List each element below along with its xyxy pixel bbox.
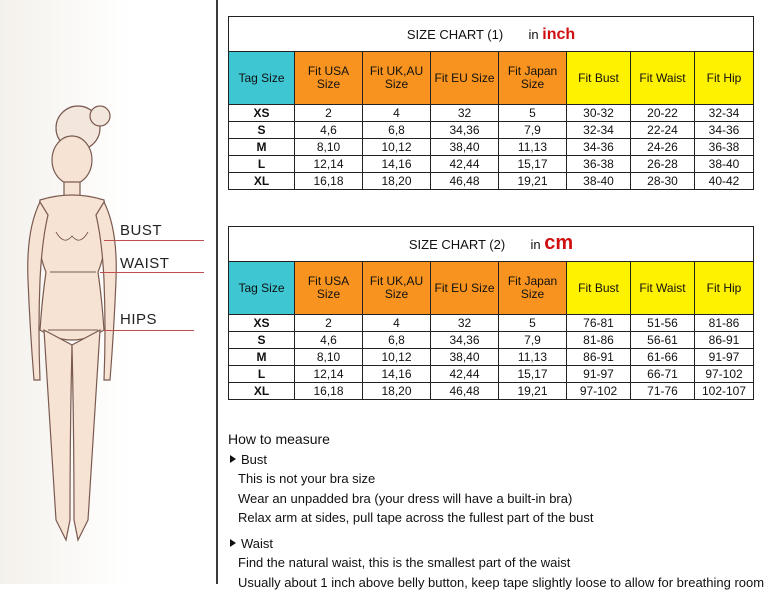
header-cell: Fit Japan Size [499,52,567,105]
instruction-line: This is not your bra size [228,469,773,489]
instruction-line: Find the natural waist, this is the smallest part of the waist [228,553,773,573]
table-cell: 8,10 [295,139,363,156]
table-cell: 12,14 [295,156,363,173]
section-heading-waist [228,534,773,554]
table-cell: 11,13 [499,349,567,366]
table-cell: 34-36 [567,139,631,156]
chart-title: SIZE CHART (1) [407,27,503,42]
header-cell: Fit Japan Size [499,262,567,315]
table-cell: 18,20 [363,173,431,190]
table-cell: 81-86 [695,315,754,332]
table-cell: 46,48 [431,383,499,400]
unit-prefix: in [529,27,539,42]
table-cell: 19,21 [499,173,567,190]
table-cell: 76-81 [567,315,631,332]
table-cell: 42,44 [431,156,499,173]
header-cell: Fit USA Size [295,262,363,315]
table-row [229,139,754,156]
table-cell: 15,17 [499,366,567,383]
header-cell: Fit Bust [567,262,631,315]
header-cell: Tag Size [229,262,295,315]
header-cell: Fit Waist [631,52,695,105]
table-cell: 18,20 [363,383,431,400]
table-row [229,105,754,122]
table-row [229,173,754,190]
table-row [229,383,754,400]
table-cell: 5 [499,105,567,122]
table-cell: 4 [363,315,431,332]
table-cell: 16,18 [295,173,363,190]
table-cell: 5 [499,315,567,332]
instruction-line: Relax arm at sides, pull tape across the fullest part of the bust [228,508,773,528]
how-to-measure [228,430,773,592]
table-cell: 24-26 [631,139,695,156]
table-cell: 10,12 [363,139,431,156]
triangle-bullet-icon [230,539,236,547]
table-cell: S [229,332,295,349]
table-row [229,366,754,383]
figure-panel [0,0,216,584]
table-cell: 28-30 [631,173,695,190]
how-to-title: How to measure [228,430,773,450]
table-cell: 91-97 [695,349,754,366]
size-chart-cm [228,226,754,400]
table-cell: 6,8 [363,332,431,349]
section-heading-label: Bust [241,450,267,470]
size-chart-cm-title [229,227,754,262]
instruction-line: Wear an unpadded bra (your dress will have a built-in bra) [228,489,773,509]
table-cell: 38,40 [431,349,499,366]
header-cell: Fit EU Size [431,262,499,315]
table-cell: 102-107 [695,383,754,400]
table-cell: 34,36 [431,332,499,349]
waist-label: WAIST [120,255,169,272]
table-cell: 11,13 [499,139,567,156]
size-chart-inch [228,16,754,190]
header-cell: Fit UK,AU Size [363,52,431,105]
bust-line [104,240,204,241]
table-cell: 36-38 [695,139,754,156]
table-cell: 12,14 [295,366,363,383]
table-row [229,156,754,173]
header-cell: Fit Waist [631,262,695,315]
table-cell: 56-61 [631,332,695,349]
table-row [229,332,754,349]
header-row [229,52,754,105]
table-cell: 32 [431,315,499,332]
table-cell: 32 [431,105,499,122]
table-cell: 81-86 [567,332,631,349]
size-chart-inch-title [229,17,754,52]
triangle-bullet-icon [230,455,236,463]
table-cell: 4,6 [295,122,363,139]
waist-line [100,272,204,273]
table-cell: 2 [295,105,363,122]
table-row [229,122,754,139]
table-cell: 16,18 [295,383,363,400]
table-cell: 32-34 [695,105,754,122]
table-cell: 32-34 [567,122,631,139]
header-cell: Tag Size [229,52,295,105]
table-cell: 4,6 [295,332,363,349]
table-cell: 38-40 [695,156,754,173]
table-cell: 91-97 [567,366,631,383]
table-cell: M [229,139,295,156]
header-cell: Fit Hip [695,52,754,105]
table-row [229,315,754,332]
table-cell: 20-22 [631,105,695,122]
table-cell: 7,9 [499,332,567,349]
header-cell: Fit Hip [695,262,754,315]
body-figure-illustration [0,0,216,584]
header-row [229,262,754,315]
hips-label: HIPS [120,311,157,328]
table-cell: 38-40 [567,173,631,190]
table-cell: 86-91 [695,332,754,349]
table-cell: 38,40 [431,139,499,156]
table-cell: 10,12 [363,349,431,366]
table-cell: 71-76 [631,383,695,400]
table-cell: 14,16 [363,366,431,383]
table-cell: 2 [295,315,363,332]
table-cell: XS [229,315,295,332]
table-cell: 22-24 [631,122,695,139]
section-heading-bust [228,450,773,470]
section-heading-label: Waist [241,534,273,554]
instruction-line: Usually about 1 inch above belly button, keep tape slightly loose to allow for breathing room [228,573,773,592]
table-cell: 26-28 [631,156,695,173]
table-cell: 66-71 [631,366,695,383]
table-cell: 61-66 [631,349,695,366]
header-cell: Fit UK,AU Size [363,262,431,315]
table-cell: 8,10 [295,349,363,366]
table-cell: 30-32 [567,105,631,122]
table-cell: L [229,366,295,383]
bust-label: BUST [120,222,162,239]
table-cell: 6,8 [363,122,431,139]
hips-line [104,330,194,331]
unit-label: inch [542,26,575,43]
table-cell: XS [229,105,295,122]
table-cell: S [229,122,295,139]
table-cell: 46,48 [431,173,499,190]
table-cell: 19,21 [499,383,567,400]
unit-prefix: in [531,237,541,252]
table-cell: 86-91 [567,349,631,366]
table-cell: XL [229,173,295,190]
table-row [229,349,754,366]
table-cell: 34-36 [695,122,754,139]
table-cell: 7,9 [499,122,567,139]
table-cell: 34,36 [431,122,499,139]
table-cell: 42,44 [431,366,499,383]
table-cell: M [229,349,295,366]
table-cell: 97-102 [695,366,754,383]
table-cell: 4 [363,105,431,122]
table-cell: 36-38 [567,156,631,173]
table-cell: XL [229,383,295,400]
panel-divider [216,0,218,584]
header-cell: Fit USA Size [295,52,363,105]
table-cell: 40-42 [695,173,754,190]
header-cell: Fit EU Size [431,52,499,105]
table-cell: L [229,156,295,173]
table-cell: 14,16 [363,156,431,173]
chart-title: SIZE CHART (2) [409,237,505,252]
header-cell: Fit Bust [567,52,631,105]
table-cell: 51-56 [631,315,695,332]
table-cell: 15,17 [499,156,567,173]
unit-label: cm [544,232,573,254]
table-cell: 97-102 [567,383,631,400]
